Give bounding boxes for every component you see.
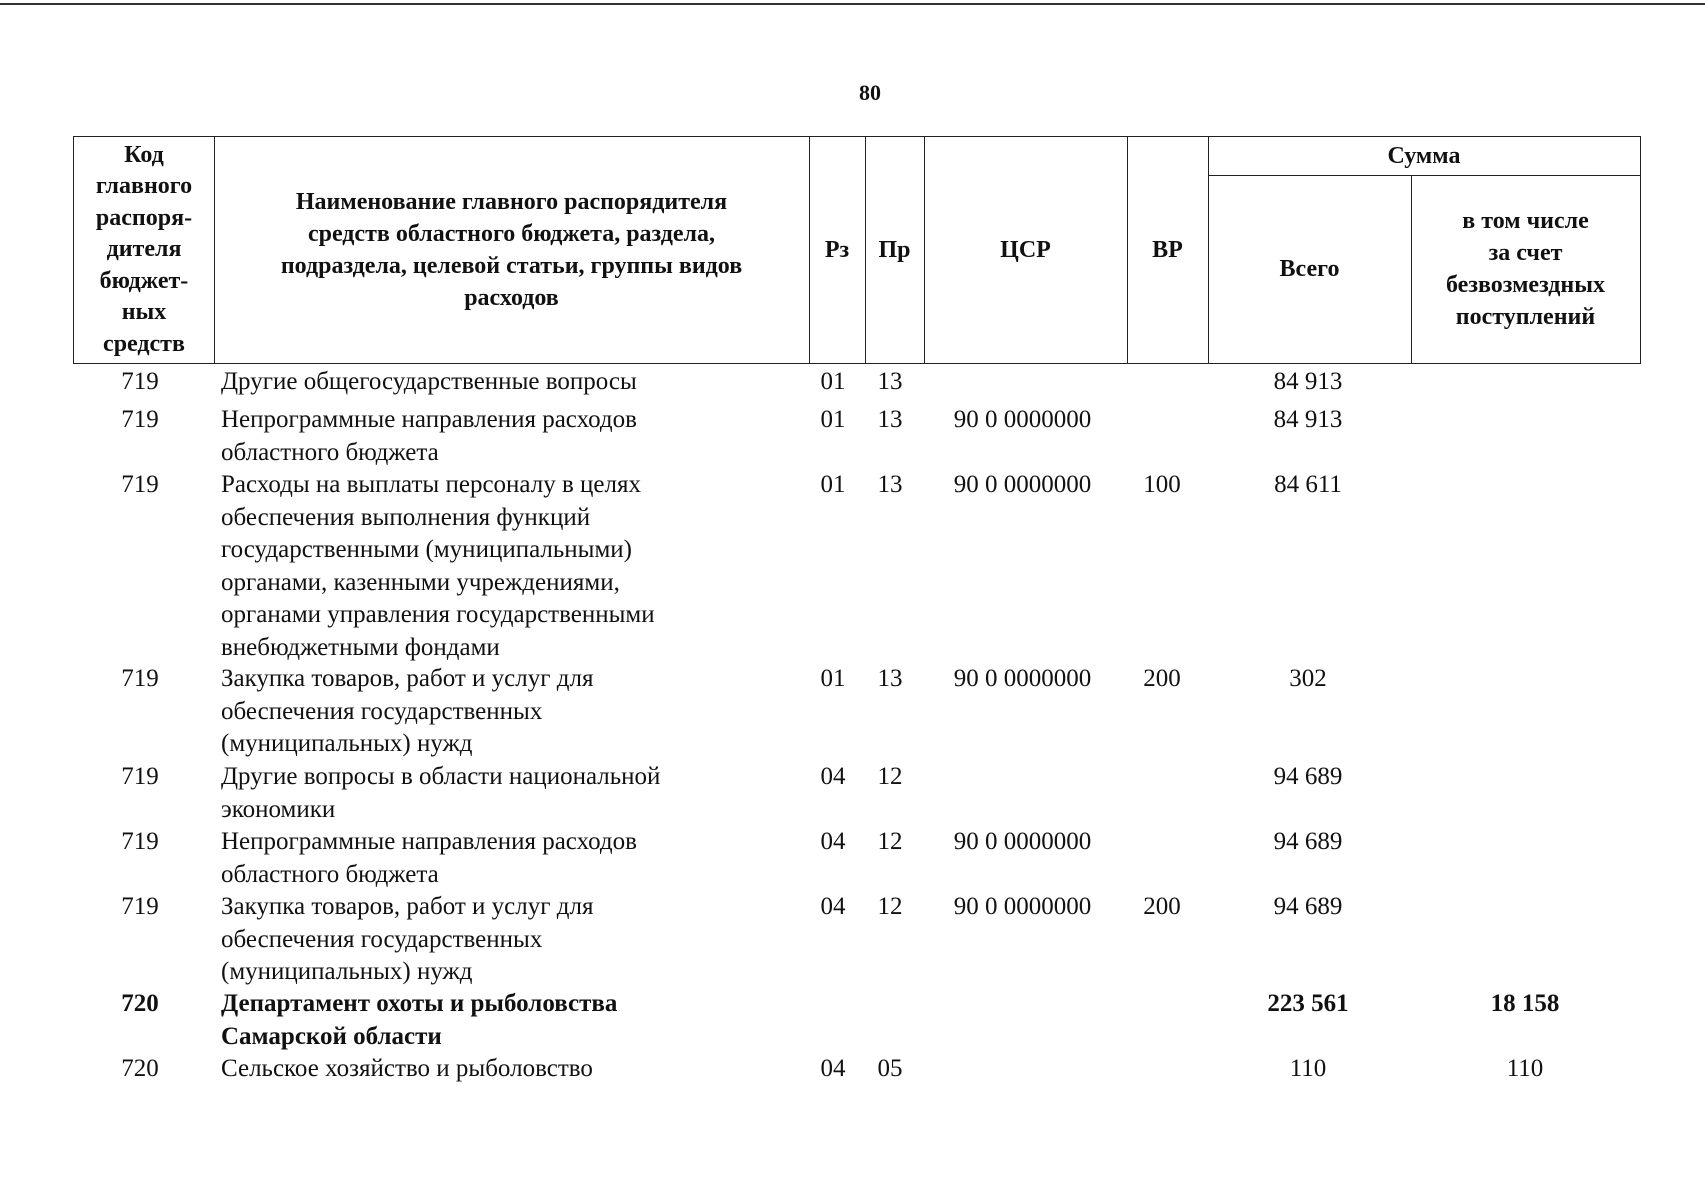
- text-line: ных: [121, 299, 167, 326]
- cell-name: [221, 366, 791, 399]
- name-line: обеспечения государственных: [221, 925, 543, 953]
- header-name-text: [281, 186, 742, 314]
- cell-csr: 90 0 0000000: [953, 828, 1092, 855]
- name-line: экономики: [221, 795, 336, 823]
- cell-code: 719: [121, 665, 159, 692]
- text-line: дителя: [106, 236, 182, 263]
- header-sum: Сумма: [1387, 143, 1461, 169]
- cell-free: 110: [1506, 1055, 1544, 1082]
- name-line: Сельское хозяйство и рыболовство: [221, 1055, 593, 1082]
- text-line: подраздела, целевой статьи, группы видов: [280, 253, 743, 279]
- text-line: за счет: [1488, 240, 1563, 266]
- name-line: органами управления государственными: [221, 601, 655, 628]
- cell-name: [221, 988, 791, 1053]
- cell-pr: 13: [877, 368, 903, 395]
- cell-rz: 01: [820, 406, 846, 433]
- header-rz: Рз: [824, 237, 850, 263]
- name-line: органами, казенными учреждениями,: [221, 568, 620, 596]
- name-line: Департамент охоты и рыболовства: [221, 990, 618, 1017]
- header-csr: ЦСР: [1000, 237, 1051, 263]
- cell-pr: 12: [877, 828, 903, 855]
- cell-name: [221, 469, 791, 664]
- cell-name: [221, 891, 791, 989]
- cell-rz: 01: [820, 471, 846, 498]
- cell-pr: 13: [877, 471, 903, 498]
- cell-code: 719: [121, 368, 159, 395]
- text-line: Наименование главного распорядителя: [295, 189, 728, 215]
- name-line: областного бюджета: [221, 860, 439, 888]
- cell-total: 223 561: [1267, 990, 1349, 1017]
- name-line: областного бюджета: [221, 438, 439, 466]
- header-pr: Пр: [878, 237, 911, 263]
- header-code-text: [96, 140, 192, 361]
- cell-total: 94 689: [1273, 763, 1343, 790]
- name-line: Самарской области: [221, 1022, 442, 1050]
- name-line: Непрограммные направления расходов: [221, 406, 637, 433]
- text-line: поступлений: [1455, 304, 1596, 330]
- header-free: [1411, 175, 1640, 363]
- name-line: Другие вопросы в области национальной: [221, 763, 661, 790]
- cell-total: 302: [1289, 665, 1327, 692]
- cell-pr: 13: [877, 406, 903, 433]
- text-line: в том числе: [1462, 208, 1589, 234]
- cell-total: 110: [1289, 1055, 1327, 1082]
- top-rule: [0, 3, 1705, 5]
- cell-free: 18 158: [1490, 990, 1560, 1017]
- name-line: Непрограммные направления расходов: [221, 828, 637, 855]
- cell-total: 84 913: [1273, 368, 1343, 395]
- name-line: (муниципальных) нужд: [221, 730, 473, 757]
- cell-rz: 01: [820, 665, 846, 692]
- text-line: средств: [103, 330, 185, 357]
- name-line: Закупка товаров, работ и услуг для: [221, 893, 594, 920]
- name-line: обеспечения государственных: [221, 697, 543, 725]
- cell-code: 719: [121, 406, 159, 433]
- cell-rz: 04: [820, 893, 846, 920]
- cell-pr: 13: [877, 665, 903, 692]
- page-number: 80: [859, 80, 881, 105]
- cell-pr: 05: [877, 1055, 903, 1082]
- cell-name: [221, 404, 791, 469]
- name-line: государственными (муниципальными): [221, 536, 632, 563]
- cell-rz: 01: [820, 368, 846, 395]
- header-free-text: [1446, 205, 1605, 333]
- text-line: главного: [95, 173, 193, 200]
- text-line: бюджет-: [99, 267, 189, 294]
- cell-name: [221, 826, 791, 891]
- cell-vr: 200: [1143, 665, 1181, 692]
- text-line: Код: [124, 141, 164, 168]
- cell-code: 719: [121, 893, 159, 920]
- cell-csr: 90 0 0000000: [953, 665, 1092, 692]
- cell-name: [221, 761, 791, 826]
- cell-code: 719: [121, 763, 159, 790]
- cell-csr: 90 0 0000000: [953, 471, 1092, 498]
- name-line: Закупка товаров, работ и услуг для: [221, 665, 594, 692]
- name-line: обеспечения выполнения функций: [221, 503, 591, 531]
- cell-name: [221, 1053, 791, 1086]
- text-line: средств областного бюджета, раздела,: [307, 221, 716, 247]
- cell-rz: 04: [820, 763, 846, 790]
- name-line: Расходы на выплаты персоналу в целях: [221, 471, 641, 498]
- header-total: Всего: [1279, 256, 1340, 282]
- cell-code: 719: [121, 471, 159, 498]
- cell-total: 94 689: [1273, 893, 1343, 920]
- text-line: распоря-: [95, 204, 193, 231]
- cell-total: 94 689: [1273, 828, 1343, 855]
- cell-pr: 12: [877, 893, 903, 920]
- cell-pr: 12: [877, 763, 903, 790]
- cell-total: 84 611: [1274, 471, 1342, 498]
- header-name: [214, 137, 809, 363]
- cell-rz: 04: [820, 828, 846, 855]
- header-code: [74, 137, 214, 363]
- cell-vr: 100: [1143, 471, 1181, 498]
- cell-code: 720: [121, 990, 159, 1017]
- cell-code: 719: [121, 828, 159, 855]
- cell-vr: 200: [1143, 893, 1181, 920]
- text-line: расходов: [464, 285, 559, 311]
- name-line: Другие общегосударственные вопросы: [221, 368, 637, 395]
- cell-rz: 04: [820, 1055, 846, 1082]
- cell-csr: 90 0 0000000: [953, 893, 1092, 920]
- cell-csr: 90 0 0000000: [953, 406, 1092, 433]
- cell-name: [221, 663, 791, 761]
- header-vr: ВР: [1152, 237, 1183, 263]
- name-line: внебюджетными фондами: [221, 633, 500, 661]
- cell-total: 84 913: [1273, 406, 1343, 433]
- cell-code: 720: [121, 1055, 159, 1082]
- name-line: (муниципальных) нужд: [221, 958, 473, 985]
- text-line: безвозмездных: [1446, 272, 1605, 298]
- table-header: [73, 136, 1641, 364]
